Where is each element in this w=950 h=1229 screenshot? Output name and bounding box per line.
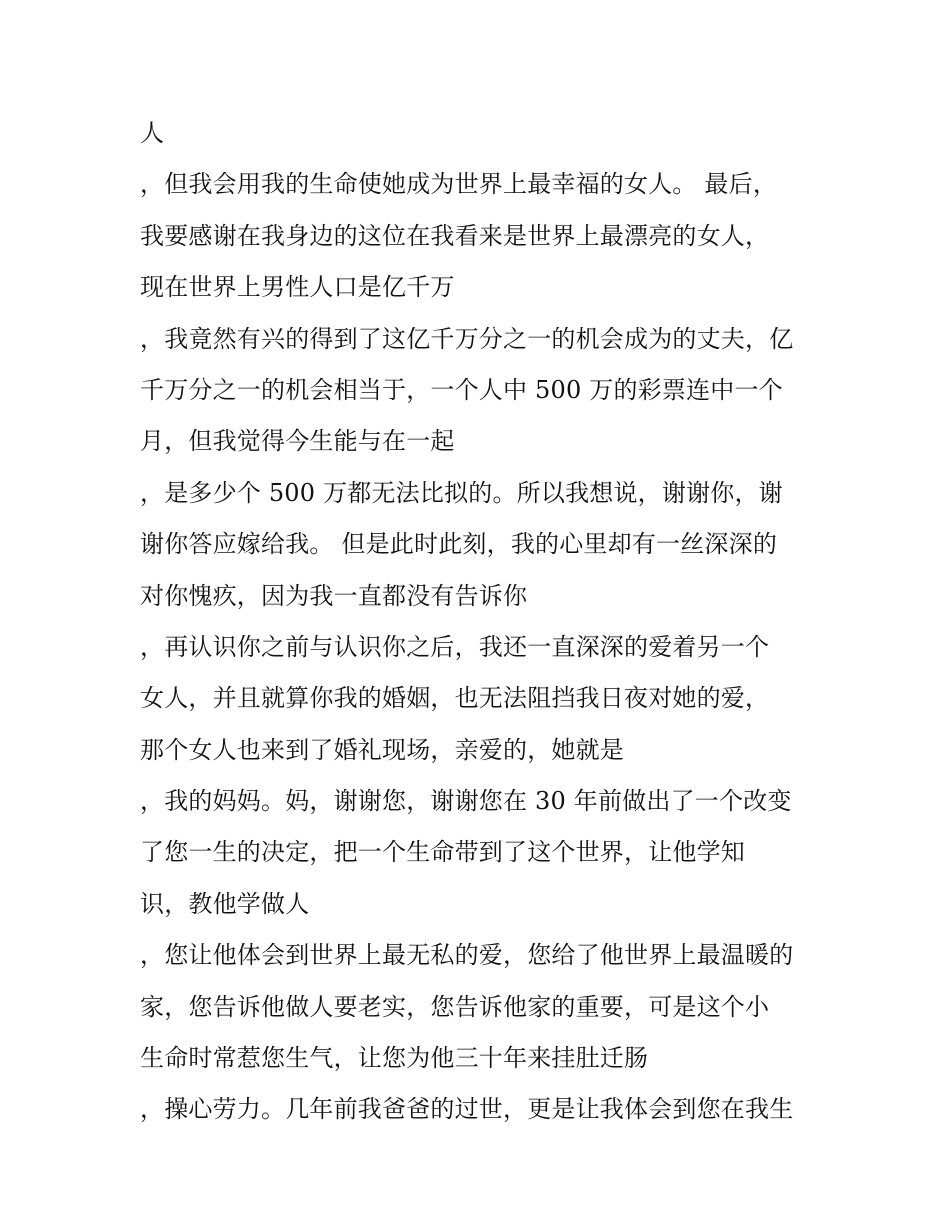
- text-line: 那个女人也来到了婚礼现场，亲爱的，她就是: [140, 735, 624, 764]
- text-line: ，我的妈妈。妈，谢谢您，谢谢您在 30 年前做出了一个改变: [140, 787, 792, 816]
- text-line: 月，但我觉得今生能与在一起: [140, 427, 455, 456]
- text-line: 女人，并且就算你我的婚姻，也无法阻挡我日夜对她的爱，: [140, 684, 770, 713]
- text-line: 对你愧疚，因为我一直都没有告诉你: [140, 581, 528, 610]
- text-line: 家，您告诉他做人要老实，您告诉他家的重要，可是这个小: [140, 992, 770, 1021]
- text-line: 我要感谢在我身边的这位在我看来是世界上最漂亮的女人，: [140, 221, 770, 250]
- text-line: ，是多少个 500 万都无法比拟的。所以我想说，谢谢你，谢: [140, 478, 783, 507]
- text-line: ，您让他体会到世界上最无私的爱，您给了他世界上最温暖的: [140, 941, 794, 970]
- text-line: ，操心劳力。几年前我爸爸的过世，更是让我体会到您在我生: [140, 1095, 794, 1124]
- text-line: 生命时常惹您生气，让您为他三十年来挂肚迁肠: [140, 1044, 649, 1073]
- text-line: 识，教他学做人: [140, 889, 310, 918]
- text-line: 千万分之一的机会相当于，一个人中 500 万的彩票连中一个: [140, 375, 783, 404]
- text-line: ，但我会用我的生命使她成为世界上最幸福的女人。 最后，: [140, 170, 778, 199]
- text-line: 人: [140, 119, 165, 147]
- text-line: 现在世界上男性人口是亿千万: [140, 273, 455, 302]
- text-line: ，我竟然有兴的得到了这亿千万分之一的机会成为的丈夫，亿: [140, 324, 794, 353]
- text-line: 谢你答应嫁给我。 但是此时此刻，我的心里却有一丝深深的: [140, 530, 778, 559]
- body-text: [140, 108, 830, 1136]
- text-line: 了您一生的决定，把一个生命带到了这个世界，让他学知: [140, 838, 745, 867]
- text-line: ，再认识你之前与认识你之后，我还一直深深的爱着另一个: [140, 632, 770, 661]
